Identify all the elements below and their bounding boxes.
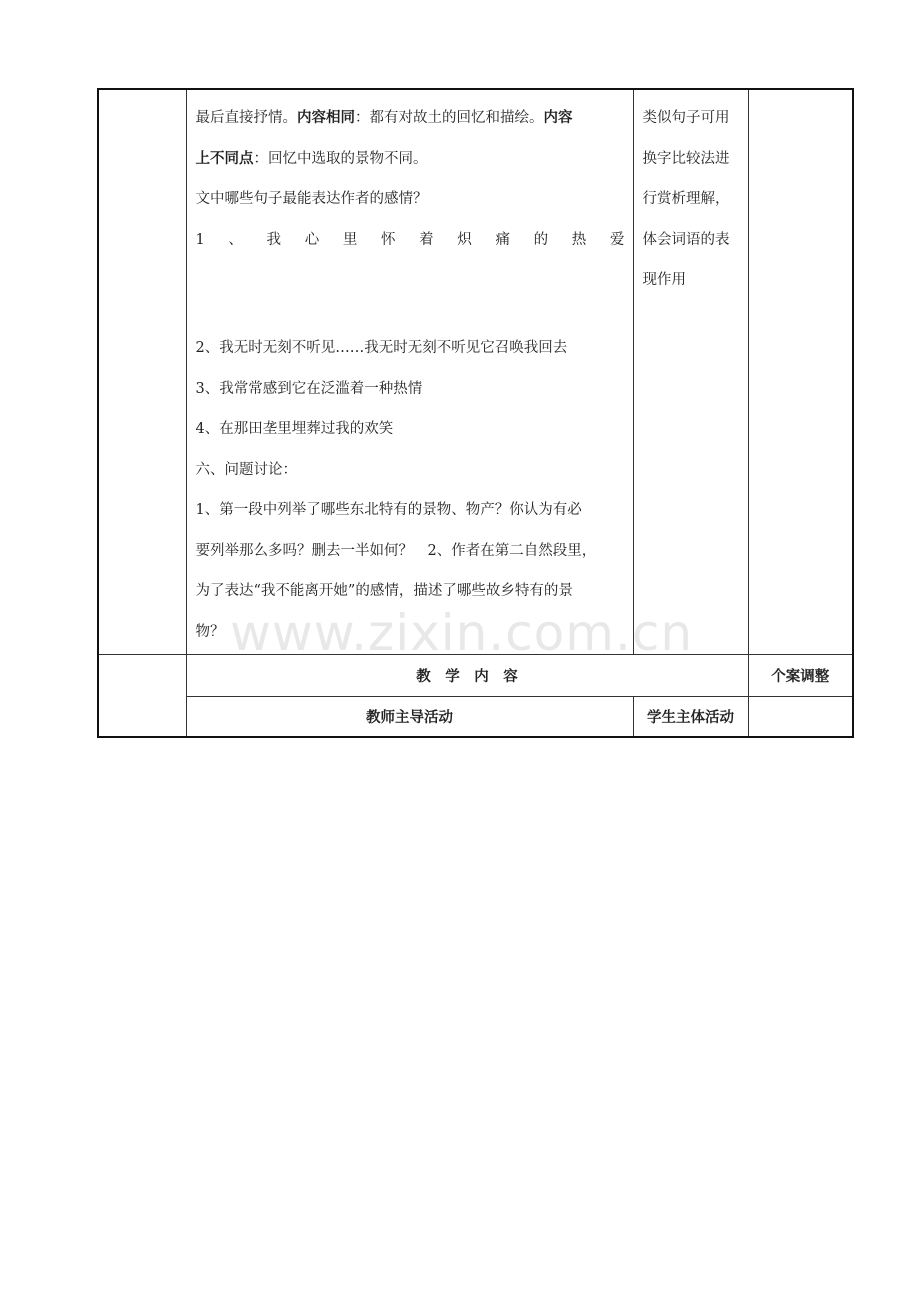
discussion-line-2: 要列举那么多吗？删去一半如何？ 2、作者在第二自然段里，: [195, 542, 597, 559]
side-line-3: 行赏析理解，: [642, 191, 730, 207]
empty-adjust-cell: [748, 696, 853, 737]
header-teacher-activity: 教师主导活动: [186, 696, 633, 737]
adjustment-cell: [748, 89, 853, 654]
paragraph-1: 最后直接抒情。内容相同：都有对故土的回忆和描绘。内容: [195, 110, 573, 126]
header-student-activity: 学生主体活动: [633, 696, 748, 737]
left-empty-cell: [98, 89, 186, 654]
item-4: 4、在那田垄里埋葬过我的欢笑: [195, 421, 394, 437]
side-line-4: 体会词语的表: [642, 231, 730, 248]
lesson-plan-table: [97, 88, 854, 738]
watermark: www.zixin.com.cn: [230, 604, 694, 662]
left-empty-cell-bottom: [98, 654, 186, 737]
discussion-line-1: 1、第一段中列举了哪些东北特有的景物、物产？你认为有必: [195, 502, 582, 518]
side-line-2: 换字比较法进: [642, 150, 730, 167]
paragraph-2: 上不同点：回忆中选取的景物不同。: [195, 150, 428, 167]
content-cell: [186, 89, 633, 654]
side-line-1: 类似句子可用: [642, 110, 730, 126]
item-1: 1 、 我 心 里 怀 着 炽 痛 的 热 爱: [195, 231, 625, 248]
side-line-5: 现作用: [642, 272, 686, 288]
question: 文中哪些句子最能表达作者的感情？: [195, 191, 428, 207]
item-3: 3、我常常感到它在泛滥着一种热情: [195, 380, 423, 397]
section-heading: 六、问题讨论：: [195, 461, 297, 478]
header-teaching-content: 教 学 内 容: [186, 654, 748, 696]
discussion-line-4: 物？: [195, 623, 225, 640]
student-activity-cell: [633, 89, 748, 654]
header-case-adjustment: 个案调整: [748, 654, 853, 696]
item-2: 2、我无时无刻不听见……我无时无刻不听见它召唤我回去: [195, 340, 568, 356]
discussion-line-3: 为了表达“我不能离开她”的感情，描述了哪些故乡特有的景: [195, 583, 573, 599]
